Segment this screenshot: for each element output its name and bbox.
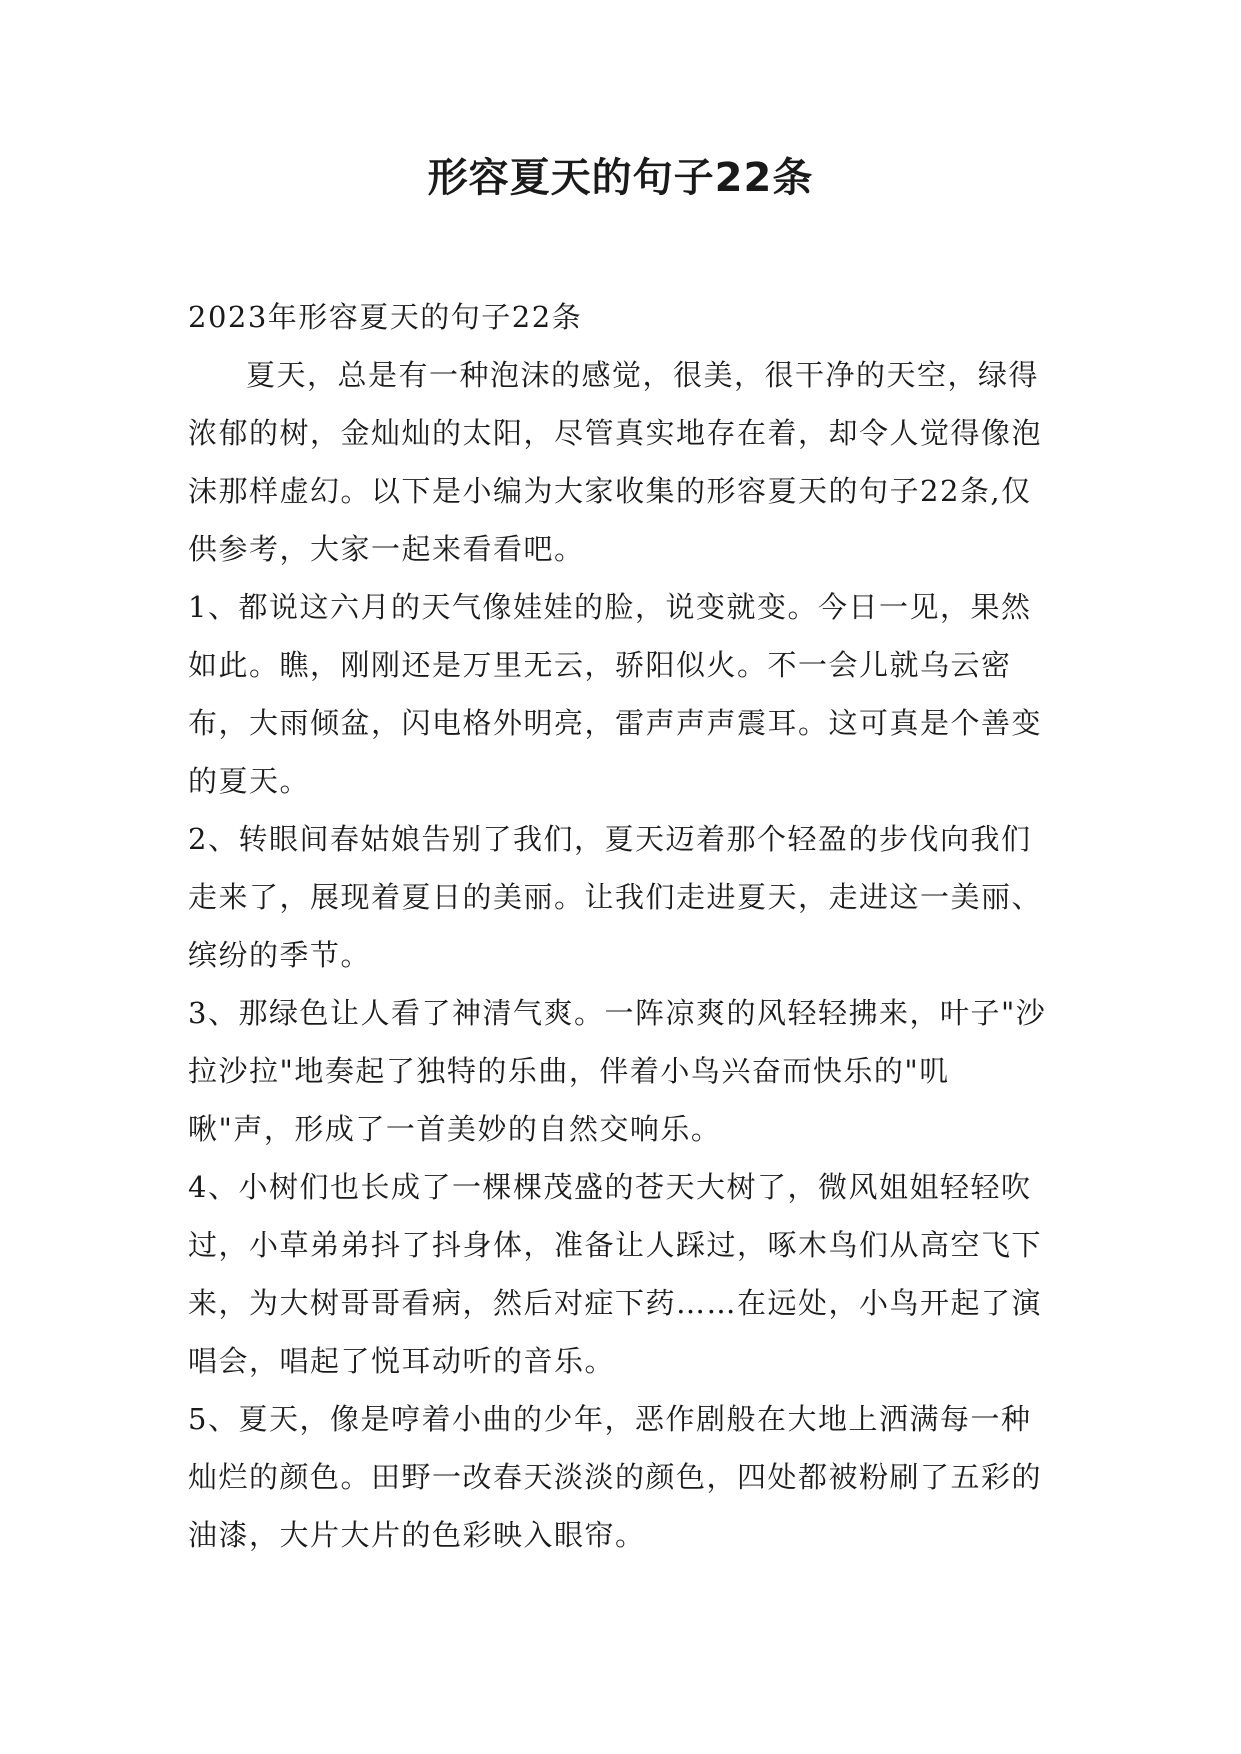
list-item: 4、小树们也长成了一棵棵茂盛的苍天大树了，微风姐姐轻轻吹过，小草弟弟抖了抖身体，准备让人踩过，啄木鸟们从高空飞下来，为大树哥哥看病，然后对症下药……在远处，小鸟开起了演唱会，唱起了悦耳动听的音乐。 [188,1170,1043,1378]
list-item: 3、那绿色让人看了神清气爽。一阵凉爽的风轻轻拂来，叶子"沙拉沙拉"地奏起了独特的乐曲，伴着小鸟兴奋而快乐的"叽啾"声，形成了一首美妙的自然交响乐。 [188,996,1047,1146]
document-title: 形容夏天的句子22条 [427,155,814,201]
document-body [188,288,1056,1564]
intro-paragraph: 夏天，总是有一种泡沫的感觉，很美，很干净的天空，绿得浓郁的树，金灿灿的太阳，尽管真实地存在着，却令人觉得像泡沫那样虚幻。以下是小编为大家收集的形容夏天的句子22条,仅供参考，大家一起来看看吧。 [188,358,1043,566]
document-subtitle: 2023年形容夏天的句子22条 [188,300,583,334]
list-item: 2、转眼间春姑娘告别了我们，夏天迈着那个轻盈的步伐向我们走来了，展现着夏日的美丽。让我们走进夏天，走进这一美丽、缤纷的季节。 [188,822,1043,972]
list-item: 1、都说这六月的天气像娃娃的脸，说变就变。今日一见，果然如此。瞧，刚刚还是万里无云，骄阳似火。不一会儿就乌云密布，大雨倾盆，闪电格外明亮，雷声声声震耳。这可真是个善变的夏天。 [188,590,1043,798]
list-item: 5、夏天，像是哼着小曲的少年，恶作剧般在大地上洒满每一种灿烂的颜色。田野一改春天淡淡的颜色，四处都被粉刷了五彩的油漆，大片大片的色彩映入眼帘。 [188,1402,1043,1552]
